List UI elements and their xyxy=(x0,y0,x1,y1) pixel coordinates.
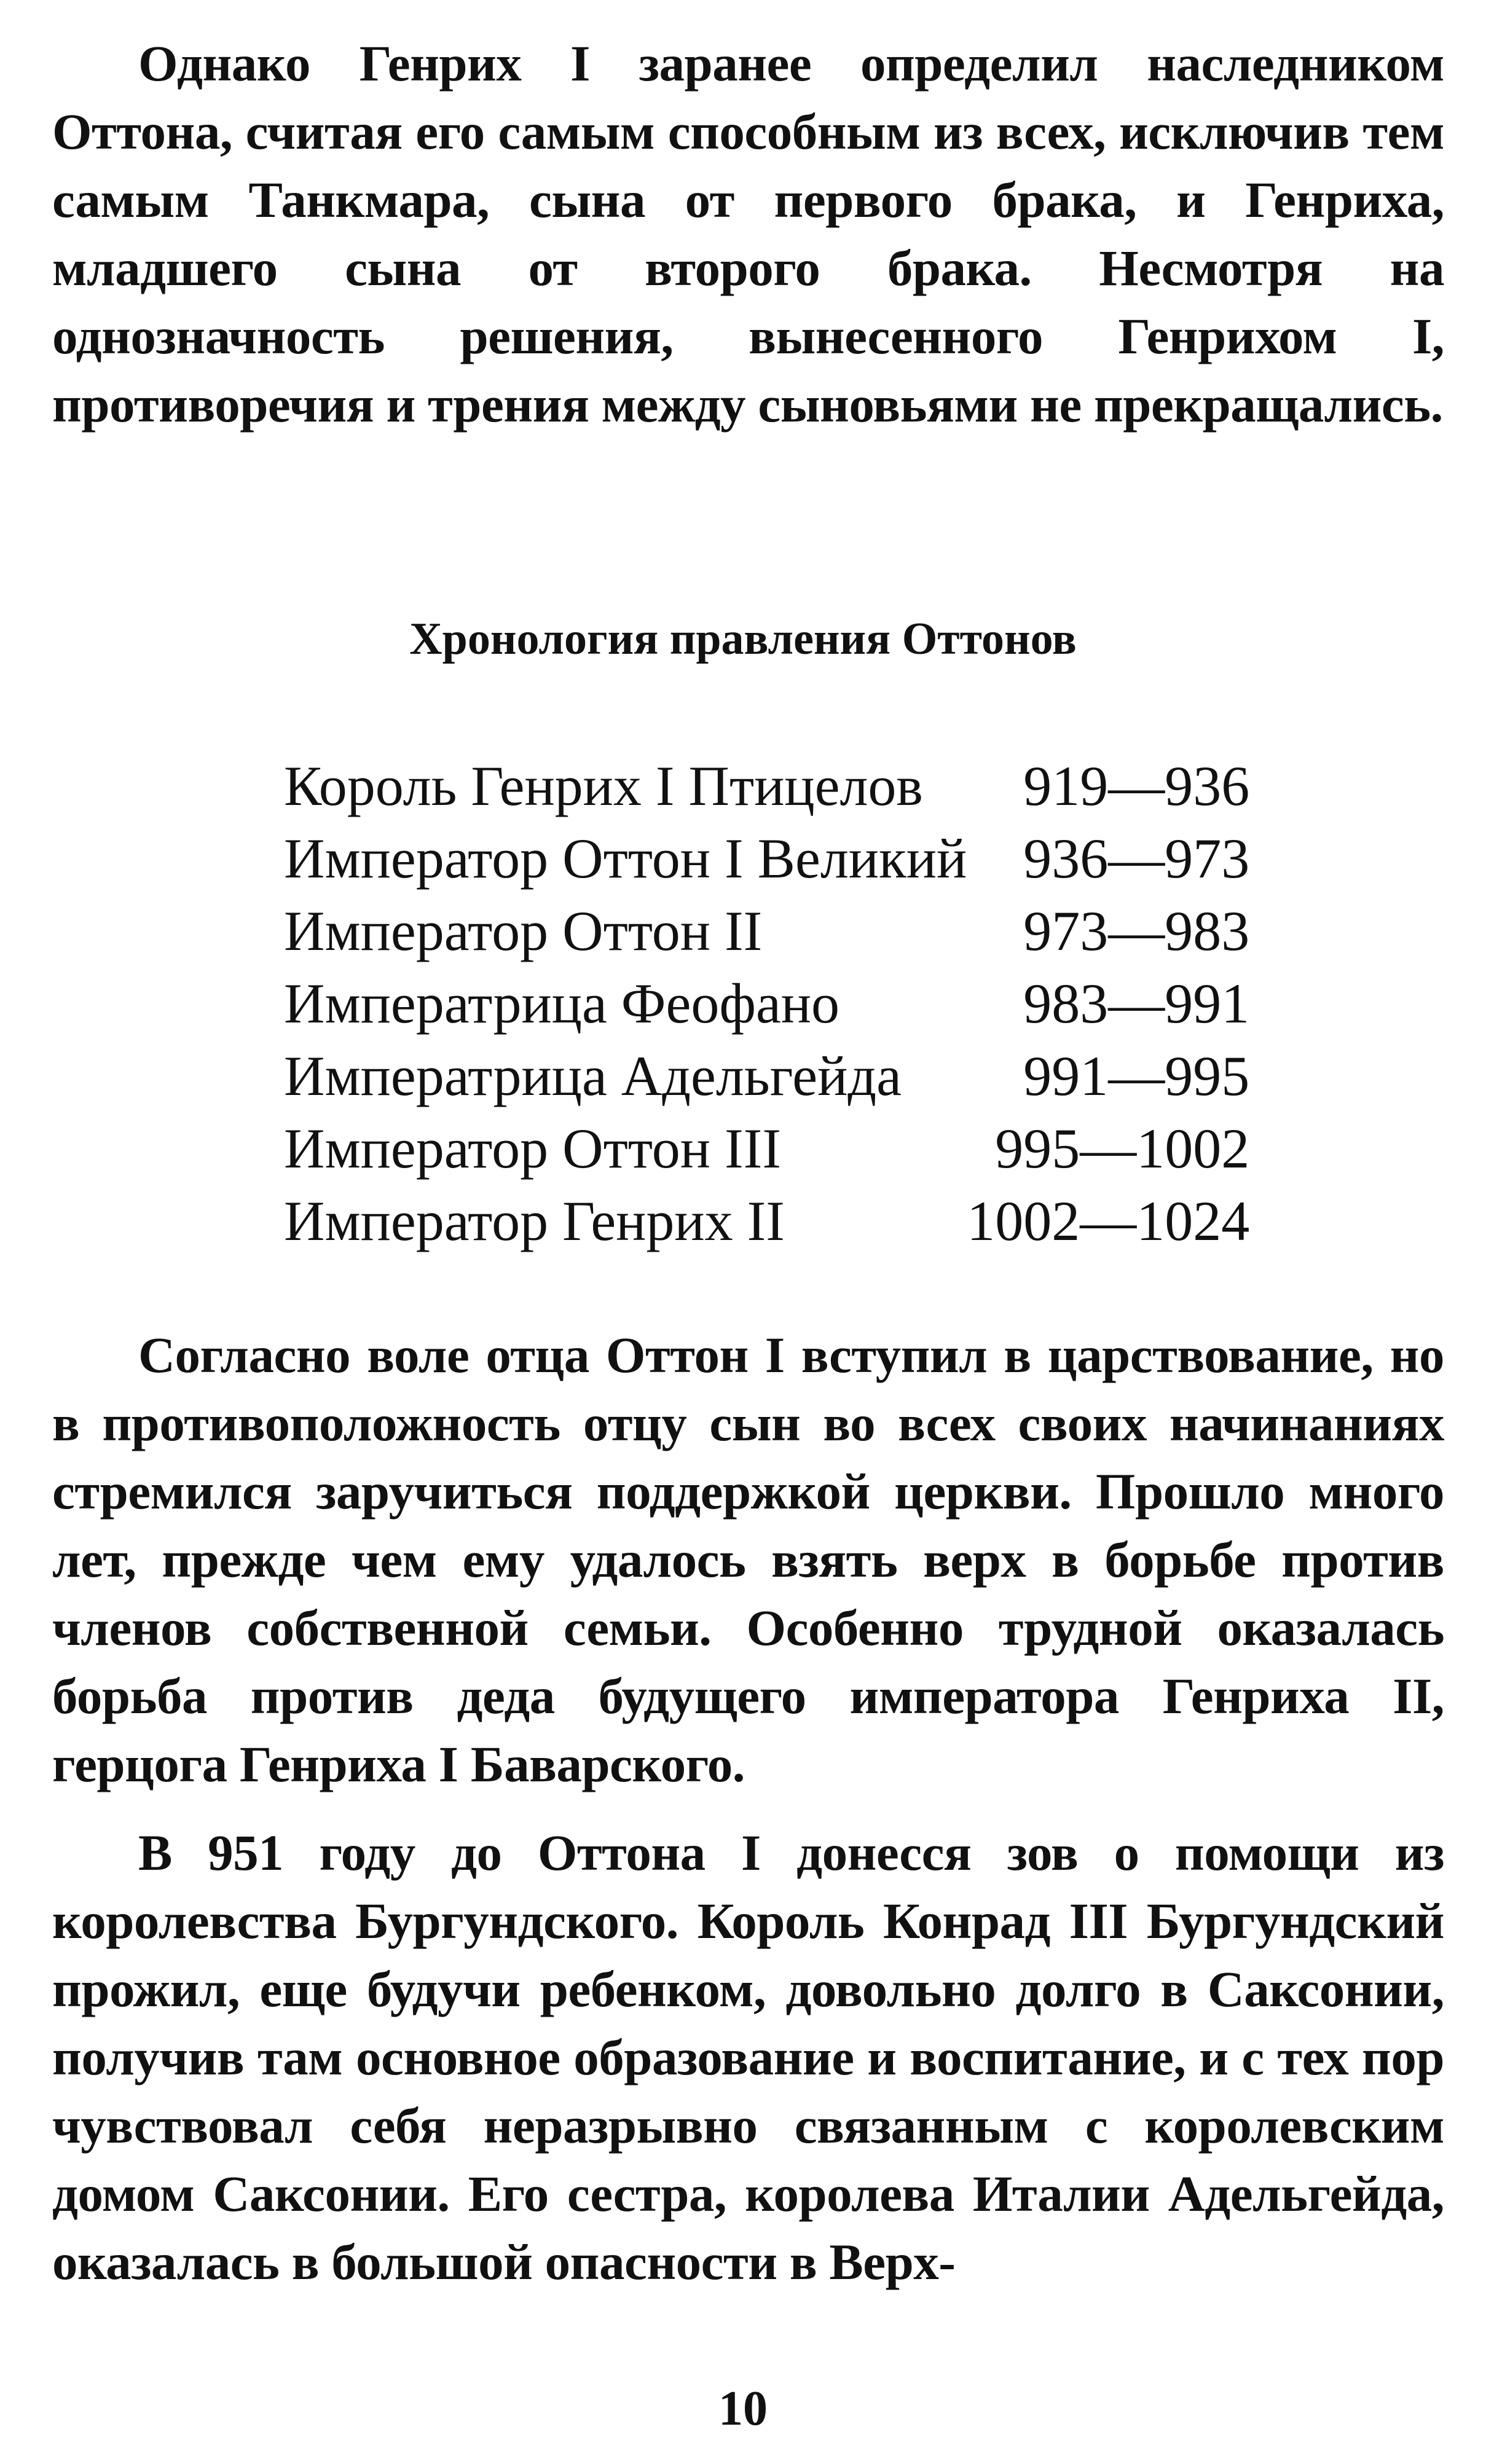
reign-years: 991—995 xyxy=(1023,1045,1250,1107)
paragraph-text: Согласно воле отца Оттон I вступил в царствование, но в противоположность отцу сын во всех своих начинаниях стремился заручиться поддержкой церкви. Прошло много лет, прежде чем ему удалось взять верх в борьбе против членов собственной семьи. Особенно трудной оказалась борьба против деда будущего императора Генриха II, герцога Генриха I Баварского. xyxy=(52,1327,1444,1792)
ruler-name: Императрица Адельгейда xyxy=(284,1045,902,1107)
chronology-table xyxy=(284,750,1249,1257)
ruler-name: Король Генрих I Птицелов xyxy=(284,755,923,817)
reign-years: 936—973 xyxy=(1023,827,1250,890)
chronology-row xyxy=(284,1040,1249,1112)
reign-years: 973—983 xyxy=(1023,900,1250,962)
reign-years: 1002—1024 xyxy=(967,1190,1250,1252)
chronology-title: Хронология правления Оттонов xyxy=(409,614,1077,664)
paragraph-text: В 951 году до Оттона I донесся зов о помощи из королевства Бургундского. Король Конрад III Бургундский прожил, еще будучи ребенком, довольно долго в Саксонии, получив там основное образование и воспитание, и с тех пор чувствовал себя неразрывно связанным с королевским домом Саксонии. Его сестра, королева Италии Адельгейда, оказалась в большой опасности в Верх- xyxy=(52,1824,1444,2290)
ruler-name: Императрица Феофано xyxy=(284,972,840,1035)
chronology-row xyxy=(284,895,1249,967)
reign-years: 995—1002 xyxy=(995,1117,1250,1180)
ruler-name: Император Генрих II xyxy=(284,1190,785,1252)
page-number: 10 xyxy=(718,2382,768,2436)
ruler-name: Император Оттон II xyxy=(284,900,763,962)
paragraph-otto-reign xyxy=(52,1321,1444,1799)
chronology-row xyxy=(284,750,1249,822)
paragraph-text: Однако Генрих I заранее определил наследником Оттона, считая его самым способным из всех, исключив тем самым Танкмара, сына от первого брака, и Генриха, младшего сына от второго брака. Несмотря на однозначность решения, вынесенного Генрихом I, противоречия и трения между сыновьями не прекращались. xyxy=(52,35,1444,433)
chronology-row xyxy=(284,1112,1249,1185)
ruler-name: Император Оттон III xyxy=(284,1117,781,1180)
paragraph-burgundy xyxy=(52,1819,1444,2296)
chronology-row xyxy=(284,967,1249,1040)
ruler-name: Император Оттон I Великий xyxy=(284,827,967,890)
reign-years: 983—991 xyxy=(1023,972,1250,1035)
chronology-row xyxy=(284,1185,1249,1257)
reign-years: 919—936 xyxy=(1023,755,1250,817)
paragraph-intro xyxy=(52,29,1444,439)
chronology-row xyxy=(284,822,1249,895)
